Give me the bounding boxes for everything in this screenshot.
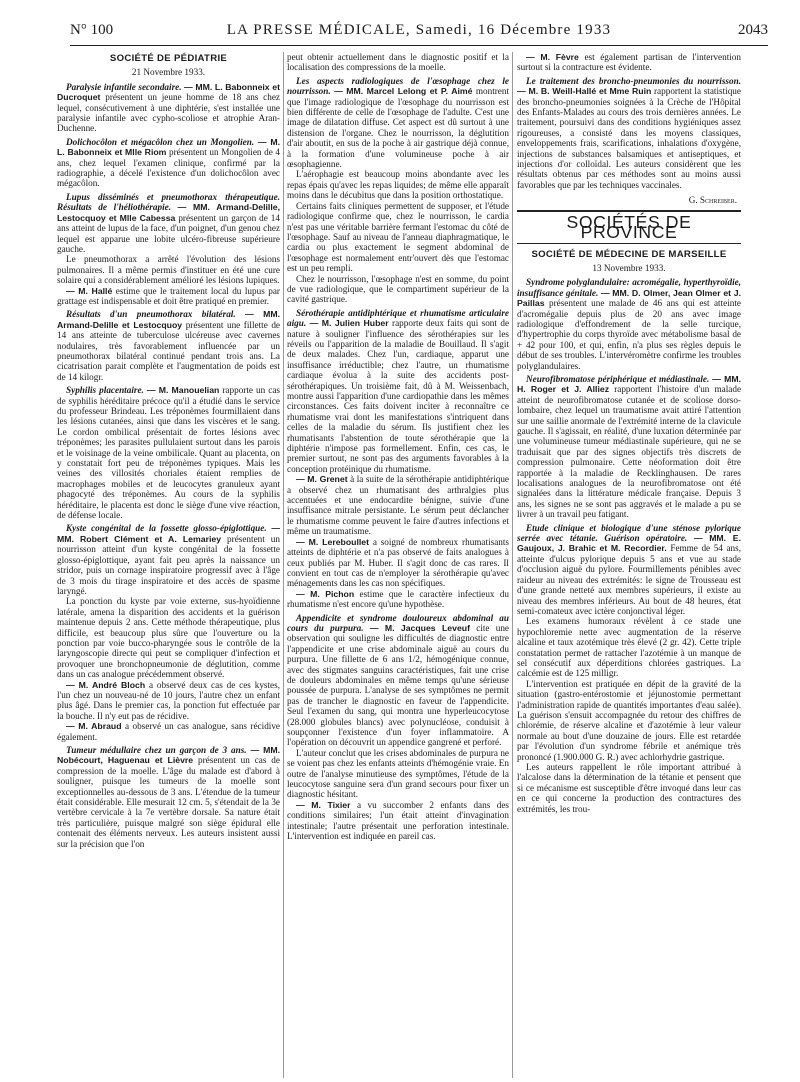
article-text: rapporte un cas de syphilis héréditaire précoce qu'il a étudié dans le service du professeur Brindeau. Les tréponèmes fourmillaient dans les lésions cutanées, ainsi que dans les viscères et le sang. Le cordon ombilical présentait de fortes lésions avec tréponèmes; les parasites pullulaient surtout dans les parois et le voisinage de la veine ombilicale. Quant au placenta, on y constatait fort peu de tréponèmes typiques. Mais les veines des villosités choriales étaient remplies de macrophages mobiles et de leucocytes granuleux ayant phagocyté des tréponèmes. Au cours de la syphilis héréditaire, le placenta est donc le siège d'une vive réaction, de défense locale.: [57, 385, 280, 521]
discussion: [517, 52, 741, 73]
article-authors: — MM. E. Gaujoux, J. Brahic et M. Recordier.: [517, 533, 741, 554]
discussion: [287, 474, 509, 536]
discussant: — M. André Bloch: [66, 679, 146, 690]
section-banner: [517, 210, 741, 244]
section-heading: SOCIÉTÉ DE MÉDECINE DE MARSEILLE: [531, 248, 727, 260]
article-text: présentent un jeune homme de 18 ans chez lequel, consécutivement à une diphtérie, s'est installée une paralysie infantile avec cypho-scoliose et atrophie Aran-Duchenne.: [57, 92, 280, 134]
article-authors: — MM. Armand-Delille, Lestocquoy et Mlle Cabessa: [57, 202, 280, 223]
article: [57, 385, 280, 520]
discussion-text: estime que le caractère infectieux du rhumatisme n'est encore qu'une hypothèse.: [287, 588, 509, 610]
article-title: Sérothérapie antidiphtérique et rhumatisme articulaire aigu.: [287, 307, 509, 329]
article-title: Syndrome polyglandulaire: acromégalie, hyperthyroïdie, insuffisance génitale.: [517, 277, 741, 298]
discussion: [287, 800, 509, 842]
issue-number: N° 100: [70, 22, 114, 38]
article-text: présentent un nourrisson atteint d'un kyste congénital de la fossette glosso-épiglottique, ayant fait peu après la naissance un stridor, puis un cornage inspiratoire progressif avec à l'âge de 3 mois du tirage inspiratoire et des accès de spasme laryngé.: [57, 533, 280, 596]
discussant: — M. Abraud: [66, 721, 122, 732]
article: [517, 277, 741, 371]
header-rule: [70, 45, 768, 46]
article-authors: — MM. H. Roger et J. Alliez: [517, 373, 741, 395]
article-authors: — MM. Armand-Delille et Lestocquoy: [57, 309, 280, 330]
article-title: Appendicite et syndrome douloureux abdominal au cours du purpura.: [287, 612, 509, 633]
article: [287, 76, 509, 170]
discussant: — M. Grenet: [296, 474, 348, 485]
session-date: 21 Novembre 1933.: [131, 67, 206, 78]
article-text: rapportent l'histoire d'un malade atteint de neurofibromatose cutanée et de scoliose dorso-lombaire, chez lequel un traumatisme avait attiré l'attention sur une saillie anormale de l'extrémité interne de la clavicule gauche. Il s'agissait, en réalité, d'une luxation déterminée par une volumineuse tumeur médiastinale supérieure, qui ne se traduisait que par des signes objectifs très discrets de compression pulmonaire. Cette néoformation doit être rapportée à la maladie de Recklinghausen. De rares localisations analogues de la neurofibromatose ont été signalées dans la littérature médicale française. Depuis 3 ans, les signes ne se sont pas aggravés et le malade a pu se livrer à un travail peu fatigant.: [517, 384, 741, 520]
page-header: [70, 22, 768, 42]
paragraph: Les examens humoraux révèlent à ce stade une hypochloremie nette avec augmentation de la réserve alcaline et taux azotémique très élevé (2 gr. 42). Cette triple constatation permet de rattacher l'azotémie à un manque de sel consécutif aux déperditions chlorées gastriques. La calcémie est de 125 milligr.: [517, 616, 741, 679]
discussion: [57, 680, 280, 722]
article-authors: — MM. Nobécourt, Haguenau et Lièvre: [57, 745, 280, 766]
article-text: rapportent la statistique des broncho-pneumonies soignées à la Crèche de l'Hôpital des Enfants-Malades au cours des trois dernières années. Le traitement, poursuivi dans des conditions hygiéniques assez rigoureuses, a consisté dans les moyens classiques, enveloppements frais, scarifications, inhalations d'oxygène, injections de substances balsamiques et antiseptiques, et injections d'or colloïdal. Les auteurs considèrent que les résultats obtenus par ces méthodes sont au moins aussi favorables que par les techniques vaccinales.: [517, 86, 741, 190]
article-text: Femme de 54 ans, atteinte d'ulcus pylorique depuis 5 ans et vue au stade d'occlusion aiguë du pylore. Fourmillements pénibles avec raideur au niveau des extrémités: le signe de Trousseau est d'une grande netteté aux membres supérieurs, il existe au niveau des membres inférieurs. Au bout de 48 heures, état semi-comateux avec ictère conjonctival léger.: [517, 543, 741, 616]
article-authors: — MM. D. Olmer, Jean Olmer et J. Paillas: [517, 287, 741, 309]
discussion-text: à la suite de la sérothérapie antidiphtérique a observé chez un rhumatisant des arthralgies plus accentuées et une endocardite bénigne, suivie d'une insuffisance mitrale persistante. Le sérum peut déclancher le rhumatisme comme peuvent le faire d'autres infections et même un traumatisme.: [287, 474, 509, 537]
paragraph: Chez le nourrisson, l'œsophage n'est en somme, du point de vue radiologique, que le compartiment supérieur de la cavité gastrique.: [287, 273, 509, 305]
column-2: [287, 52, 509, 1080]
discussion: [287, 589, 509, 610]
column-1: [57, 52, 280, 1080]
article-text: présentent un Mongolien de 4 ans, chez lequel l'examen clinique, confirmé par la radiographie, a décelé l'existence d'un dolichocôlon avec mégacôlon.: [57, 147, 280, 189]
article-title: Kyste congénital de la fossette glosso-épiglottique.: [66, 523, 267, 534]
article-title: Syphilis placentaire.: [66, 385, 144, 396]
article-text: montrent que l'image radiologique de l'œsophage du nourrisson est bien différente de celle de l'œsophage de l'adulte. C'est une image de dilatation diffuse. Cet aspect est dû surtout à une distension de l'organe. Chez le nourrisson, la déglutition d'air aboutit, en sus de la poche à air gastrique déjà connue, à la formation d'une volumineuse poche à air œsophagienne.: [287, 86, 509, 170]
article-title: Lupus disséminés et pneumothorax thérapeutique. Résultats de l'héliothérapie.: [57, 191, 280, 213]
discussion-text: estime que le traitement local du lupus par grattage est indispensable et doit être pratiqué en premier.: [57, 285, 280, 306]
discussant: — M. Lereboullet: [296, 536, 370, 547]
article-authors: — M. B. Weill-Hallé et Mme Ruin: [517, 86, 652, 97]
article-title: Dolichocôlon et mégacôlon chez un Mongolien.: [66, 136, 255, 147]
article: [57, 82, 280, 134]
discussant: — M. Tixier: [296, 799, 351, 810]
paragraph: L'auteur conclut que les crises abdominales de purpura ne se voient pas chez les enfants atteints d'hémogénie vraie. En outre de l'analyse minutieuse des symptômes, l'étude de la leucocytose sanguine sera d'un grand secours pour fixer un diagnostic hésitant.: [287, 747, 509, 800]
article-title: Résultats d'un pneumothorax bilatéral.: [66, 309, 236, 320]
discussion-text: a observé deux cas de ces kystes, l'un chez un nouveau-né de 10 jours, l'autre chez un enfant plus âgé. Dans le premier cas, la ponction fut effectuée par la bouche. Il n'y eut pas de récidive.: [57, 679, 280, 721]
article-authors: — M. Manouelian: [146, 385, 220, 396]
article: [287, 613, 509, 748]
discussion: [57, 286, 280, 307]
article-authors: — MM. Robert Clément et A. Lemariey: [57, 523, 280, 544]
article-title: Neurofibromatose périphérique et médiastinale.: [526, 373, 710, 384]
discussion-text: est également partisan de l'intervention surtout si la contracture est évidente.: [517, 52, 741, 73]
paragraph: Certains faits cliniques permettent de supposer, et l'étude radiologique confirme que, chez le nourrisson, le cardia n'est pas une véritable barrière fermant l'estomac du côté de l'œsophage. Sauf au niveau de l'anneau diaphragmatique, le cardia ou plus exactement le segment abdominal de l'œsophage est normalement entr'ouvert dès que l'estomac est un peu rempli.: [287, 200, 509, 274]
article-authors: — M. L. Babonneix et Mlle Riom: [57, 136, 280, 158]
article: [57, 192, 280, 254]
discussion-text: a observé un cas analogue, sans récidive également.: [57, 721, 280, 742]
section-heading: SOCIÉTÉ DE PÉDIATRIE: [109, 53, 228, 64]
article: [517, 523, 741, 617]
article-text: présentent un cas de compression de la moelle. L'âge du malade est d'abord à souligner, puisque les tumeurs de la moelle sont exceptionnelles au-dessous de 3 ans. L'étendue de la tumeur était considérable. Elle mesurait 12 cm. 5, s'étendait de la 3e vertèbre cervicale à la 7e vertèbre dorsale. Sa nature était très particulière, puisque malgré son siège épidural elle contenait des éléments nerveux. Les auteurs insistent aussi sur la précision que l'on: [57, 755, 280, 849]
article: [57, 137, 280, 189]
paragraph: La ponction du kyste par voie externe, sus-hyoïdienne latérale, amena la disparition des accidents et la guérison maintenue depuis 2 ans. Cette méthode thérapeutique, plus difficile, est beaucoup plus sûre que l'ouverture ou la ponction par voie bucco-pharyngée sous le contrôle de la laryngoscopie directe qui peut se compliquer d'infection et provoquer une bronchopneumonie de déglutition, comme dans un cas analogue précédemment observé.: [57, 596, 280, 680]
article-title: Tumeur médullaire chez un garçon de 3 ans.: [66, 745, 247, 755]
discussant: — M. Fèvre: [526, 52, 579, 62]
discussant: — M. Hallé: [66, 285, 113, 296]
article-text: présentent une fillette de 14 ans atteinte de tuberculose ulcéreuse avec cavernes nodulaires, très favorablement influencée par un pneumothorax bilatéral continué pendant trois ans. La cicatrisation parait complète et l'augmentation de poids est de 14 kilogr.: [57, 319, 280, 382]
banner-title: SOCIÉTÉS DE PROVINCE: [517, 210, 741, 244]
article: [287, 308, 509, 475]
article-title: Les aspects radiologiques de l'œsophage chez le nourrisson.: [287, 75, 509, 97]
discussion-text: a vu succomber 2 enfants dans des conditions similaires; l'un était atteint d'invagination intestinale; l'autre présentait une perforation intestinale. L'intervention est indiquée en pareil cas.: [287, 799, 509, 842]
article-text: présentent un garçon de 14 ans atteint de lupus de la face, d'un poignet, d'un genou chez lequel est apparue une lobite ulcéro-fibreuse supérieure gauche.: [57, 212, 280, 254]
article-title: Paralysie infantile secondaire.: [66, 81, 182, 92]
session-date: 13 Novembre 1933.: [592, 262, 666, 273]
article-text: cite une observation qui souligne les difficultés de diagnostic entre l'appendicite et une crise abdominale aiguë au cours du purpura. Une fillette de 6 ans 1/2, hémogénique connue, avec des stigmates sanguins caractéristiques, fait une crise de douleurs abdominales en même temps qu'une sérieuse poussée de purpura. L'analyse de ses symptômes ne permit pas de trancher le diagnostic en faveur de l'appendicite. Seul l'examen du sang, qui montra une hyperleucocytose (28.000 globules blancs) avec polynucléose, conduisit à soupçonner l'existence d'un foyer inflammatoire. A l'opération on découvrit un appendice gangrené et perforé.: [287, 622, 509, 748]
article-authors: — MM. L. Babonneix et Ducroquet: [57, 81, 280, 103]
article: [57, 523, 280, 596]
discussion: [57, 721, 280, 742]
journal-title: LA PRESSE MÉDICALE, Samedi, 16 Décembre 1933: [226, 22, 612, 38]
paragraph: L'aérophagie est beaucoup moins abondante avec les repas épais qu'avec les repas liquides; de même elle apparaît moins dans le décubitus que dans la position orthostatique.: [287, 169, 509, 201]
discussant: — M. Pichon: [296, 588, 355, 599]
article: [517, 76, 741, 190]
column-divider: [512, 52, 513, 1078]
paragraph: Le pneumothorax a arrêté l'évolution des lésions pulmonaires. Il a même permis d'instituer en été une cure solaire qui a considérablement amélioré les lésions lupiques.: [57, 254, 280, 286]
discussion: [287, 537, 509, 589]
paragraph: L'intervention est pratiquée en dépit de la gravité de la situation (gastro-entérostomie et jéjunostomie permettant l'administration rapide de quantités importantes d'eau salée). La guérison s'ensuit accompagnée du retour des chiffres de chlorémie, de réserve alcaline et d'azotémie à leur valeur normale au bout d'une douzaine de jours. Elle est retardée par l'évolution d'un syndrome fébrile et anémique très prononcé (1.900.000 G. R.) avec achlorhydrie gastrique.: [517, 678, 741, 762]
article: [57, 745, 280, 849]
article-title: Etude clinique et biologique d'une sténose pylorique serrée avec tétanie. Guérison opératoire.: [517, 522, 741, 544]
column-divider: [283, 52, 284, 1078]
article-authors: — M. Jacques Leveuf: [369, 622, 470, 633]
article-authors: — M. Julien Huber: [309, 318, 389, 329]
article-title: Le traitement des broncho-pneumonies du nourrisson.: [526, 75, 741, 86]
paragraph: peut obtenir actuellement dans le diagnostic positif et la localisation des compressions de la moelle.: [287, 52, 509, 73]
paragraph: Les auteurs rappellent le rôle important attribué à l'alcalose dans la détermination de la tétanie et pensent que si ce mécanisme est susceptible d'être invoqué dans leur cas en ce qui concerne la production des contractures des extrémités, les trou-: [517, 762, 741, 814]
article: [517, 374, 741, 520]
page-number: 2043: [738, 22, 768, 38]
article-text: présentent une malade de 46 ans qui est atteinte d'acromégalie depuis plus de 20 ans avec image radiologique d'effondrement de la selle turcique, d'hypertrophie du corps thyroïde avec métabolisme basal de + 42 pour 100, et qui, enfin, n'a plus ses règles depuis le début de ses troubles. L'intervéromètre confirme les troubles polyglandulaires.: [517, 298, 741, 371]
column-3: [517, 52, 741, 1080]
article: [57, 309, 280, 382]
article-authors: — MM. Marcel Lelong et P. Aimé: [334, 86, 473, 97]
article-text: rapporte deux faits qui sont de nature à souligner l'influence des sérothérapies sur les réveils ou l'apparition de la maladie de Bouillaud. Il s'agit de deux malades. Chez l'un, cardiaque, apparut une insuffisance irréductible; chez l'autre, un rhumatisme cardiaque évolua à la suite des accidents post-sérothérapiques. Un troisième fait, dû à M. Weissenbach, montre aussi l'apparition d'une cardiopathie dans les mêmes circonstances. Ces faits doivent inciter à reconnaître ce rhumatisme vrai dont les manifestations s'intriquent dans celles de la maladie du sérum. Ils justifient chez les rhumatisants l'abstention de toute sérothérapie que la diphtérie n'impose pas formellement. Enfin, ces cas, le premier surtout, ne sont pas des arguments favorables à la conception protéinique du rhumatisme.: [287, 318, 509, 474]
discussion-text: a soigné de nombreux rhumatisants atteints de diphtérie et n'a pas observé de faits analogues à ceux publiés par M. Huber. Il s'agit donc de cas rares. Il convient en tout cas de n'employer la sérothérapie qu'avec ménagements dans les cas non spécifiques.: [287, 536, 509, 589]
signature: G. Schreiber.: [688, 195, 737, 206]
